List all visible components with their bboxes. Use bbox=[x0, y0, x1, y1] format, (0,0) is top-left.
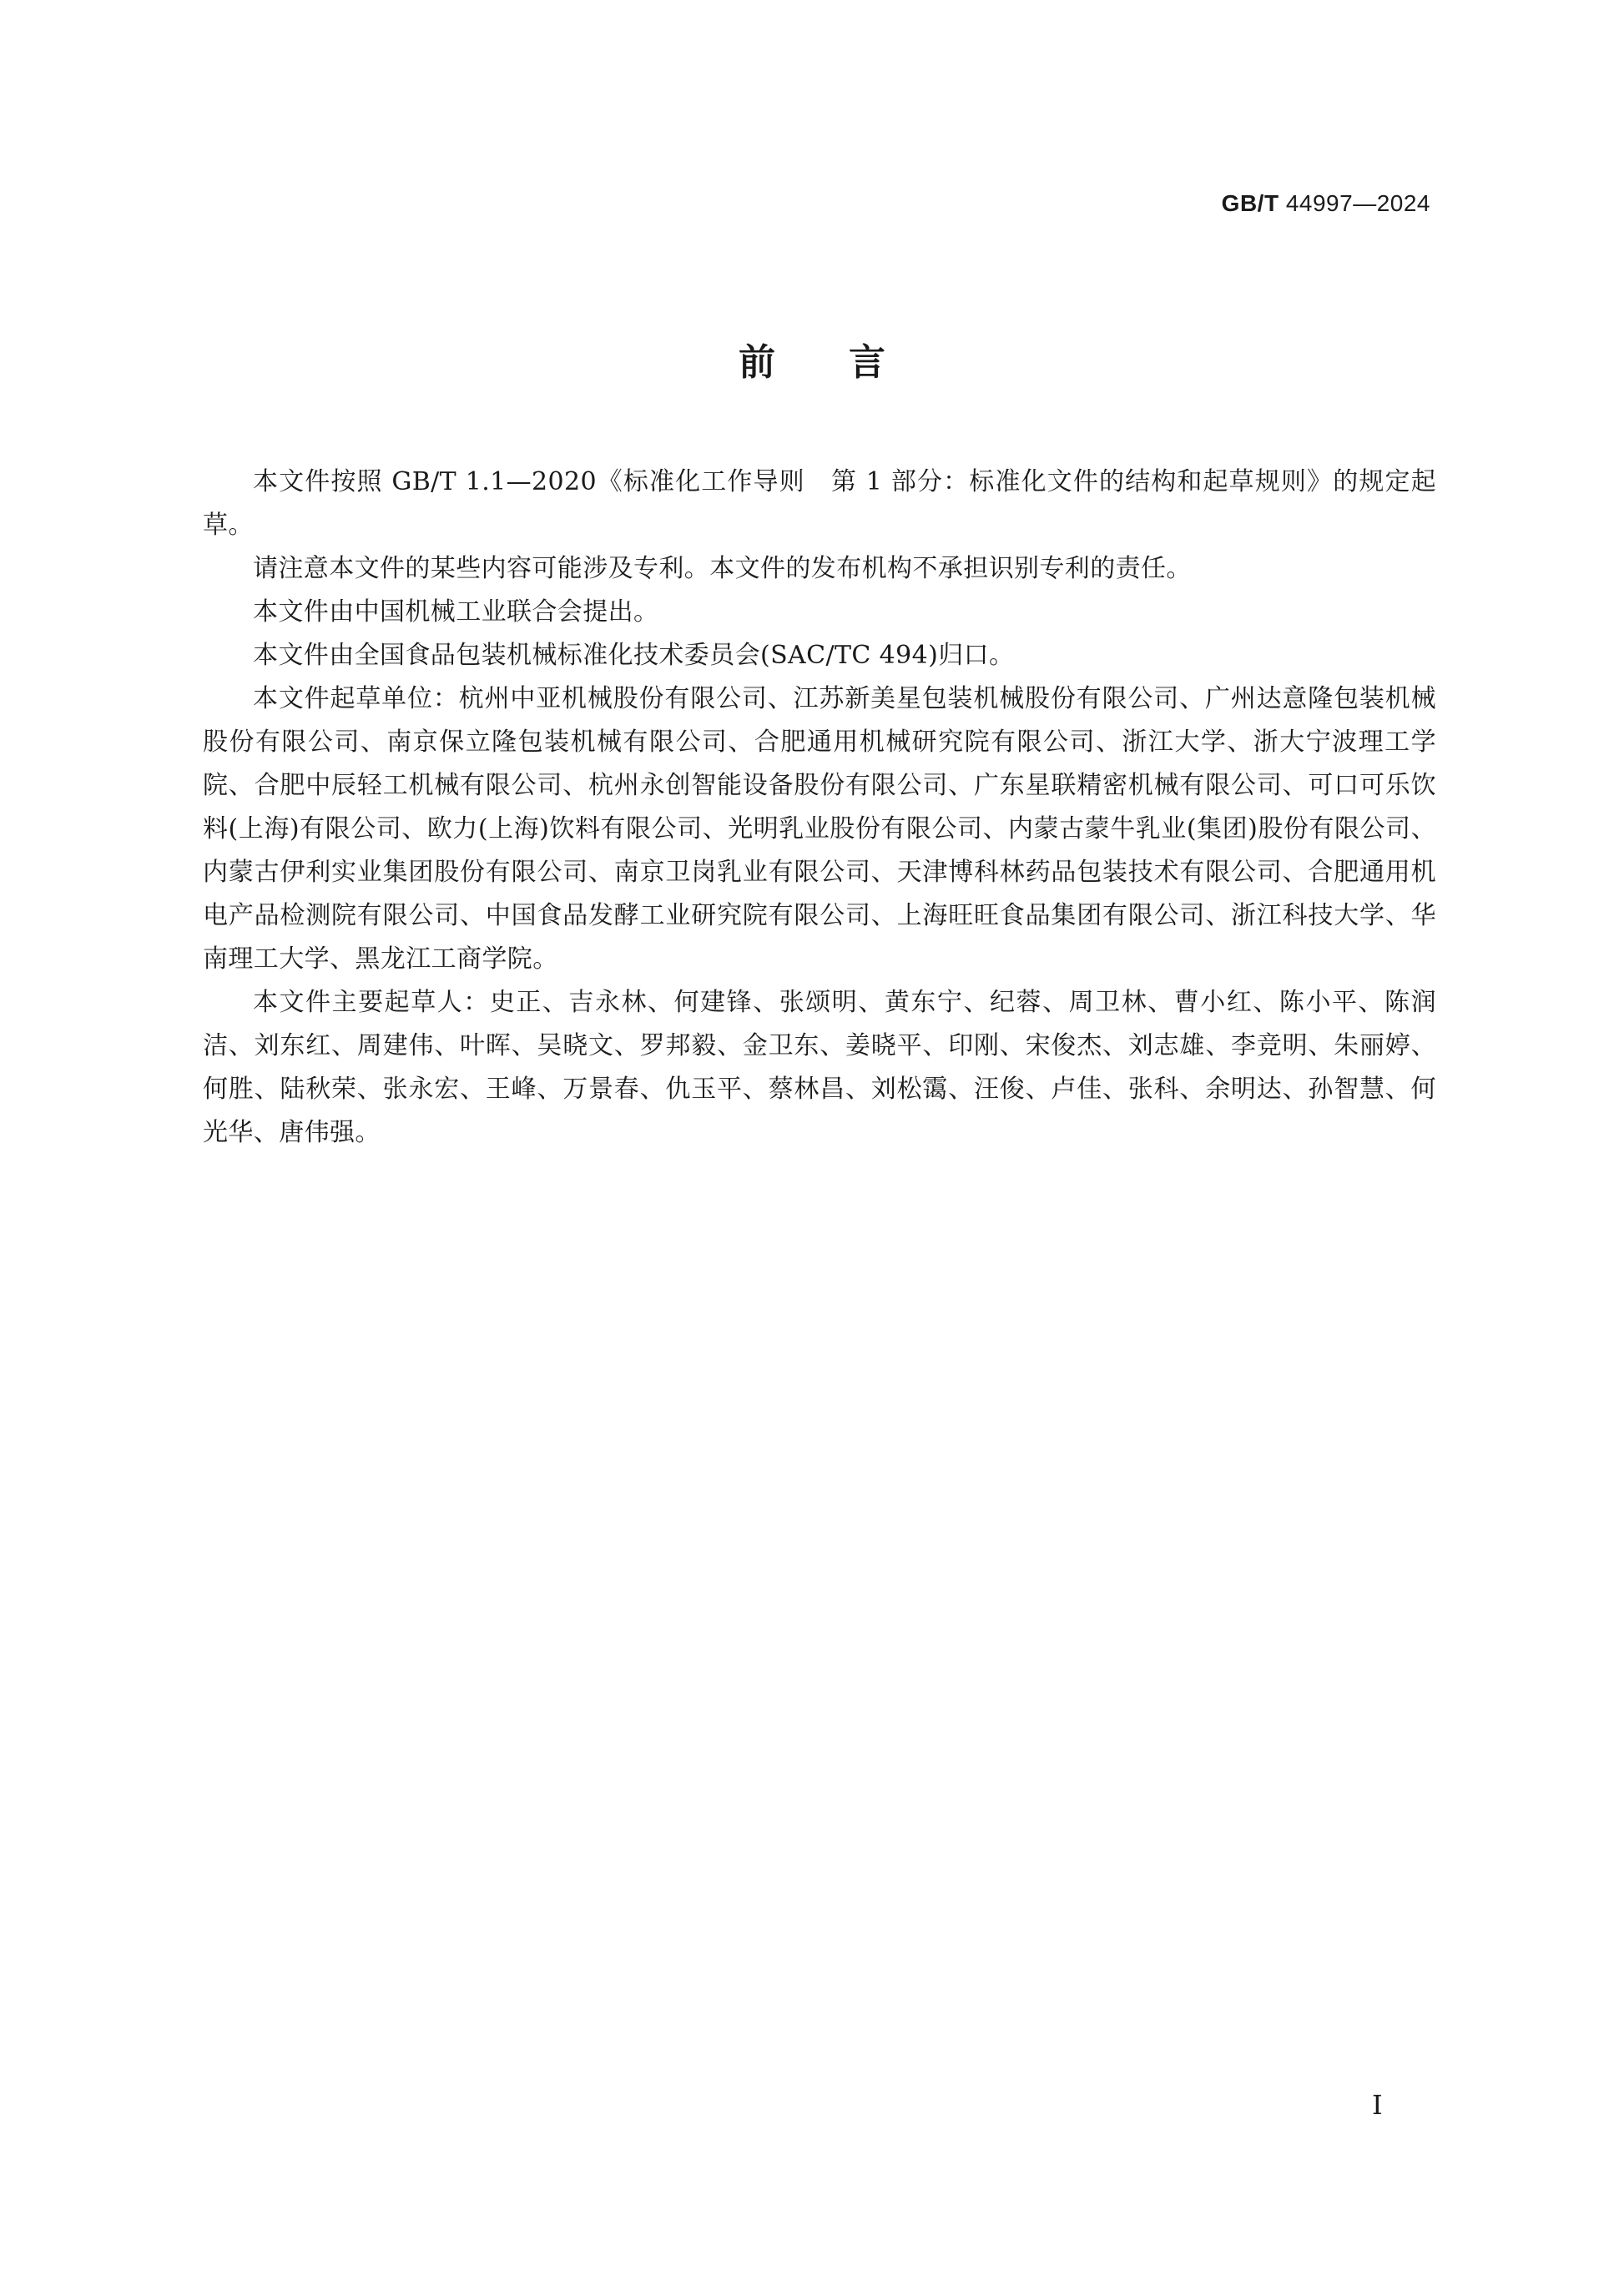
page-title bbox=[0, 332, 1624, 385]
foreword-body bbox=[203, 461, 1436, 1155]
title-char-1: 前 bbox=[739, 341, 775, 384]
paragraph-drafting-units: 本文件起草单位：杭州中亚机械股份有限公司、江苏新美星包装机械股份有限公司、广州达意隆包装机械股份有限公司、南京保立隆包装机械有限公司、合肥通用机械研究院有限公司、浙江大学、浙大宁波理工学院、合肥中辰轻工机械有限公司、杭州永创智能设备股份有限公司、广东星联精密机械有限公司、可口可乐饮料(上海)有限公司、欧力(上海)饮料有限公司、光明乳业股份有限公司、内蒙古蒙牛乳业(集团)股份有限公司、内蒙古伊利实业集团股份有限公司、南京卫岗乳业有限公司、天津博科林药品包装技术有限公司、合肥通用机电产品检测院有限公司、中国食品发酵工业研究院有限公司、上海旺旺食品集团有限公司、浙江科技大学、华南理工大学、黑龙江工商学院。 bbox=[203, 684, 1436, 974]
standard-code-number: 44997—2024 bbox=[1279, 190, 1430, 216]
standard-code-prefix: GB/T bbox=[1221, 190, 1279, 216]
paragraph-committee: 本文件由全国食品包装机械标准化技术委员会(SAC/TC 494)归口。 bbox=[253, 641, 1015, 670]
paragraph-patent-notice: 请注意本文件的某些内容可能涉及专利。本文件的发布机构不承担识别专利的责任。 bbox=[253, 554, 1192, 583]
page-number: Ⅰ bbox=[1372, 2090, 1383, 2120]
paragraph-proposer: 本文件由中国机械工业联合会提出。 bbox=[253, 597, 659, 627]
paragraph-drafting-rules: 本文件按照 GB/T 1.1—2020《标准化工作导则 第 1 部分：标准化文件的结构和起草规则》的规定起草。 bbox=[203, 467, 1436, 540]
title-char-2: 言 bbox=[849, 341, 885, 384]
paragraph-drafters: 本文件主要起草人：史正、吉永林、何建锋、张颂明、黄东宁、纪蓉、周卫林、曹小红、陈小平、陈润洁、刘东红、周建伟、叶晖、吴晓文、罗邦毅、金卫东、姜晓平、印刚、宋俊杰、刘志雄、李竞明、朱丽婷、何胜、陆秋荣、张永宏、王峰、万景春、仇玉平、蔡林昌、刘松霭、汪俊、卢佳、张科、余明达、孙智慧、何光华、唐伟强。 bbox=[203, 988, 1436, 1147]
standard-code bbox=[1222, 190, 1430, 217]
